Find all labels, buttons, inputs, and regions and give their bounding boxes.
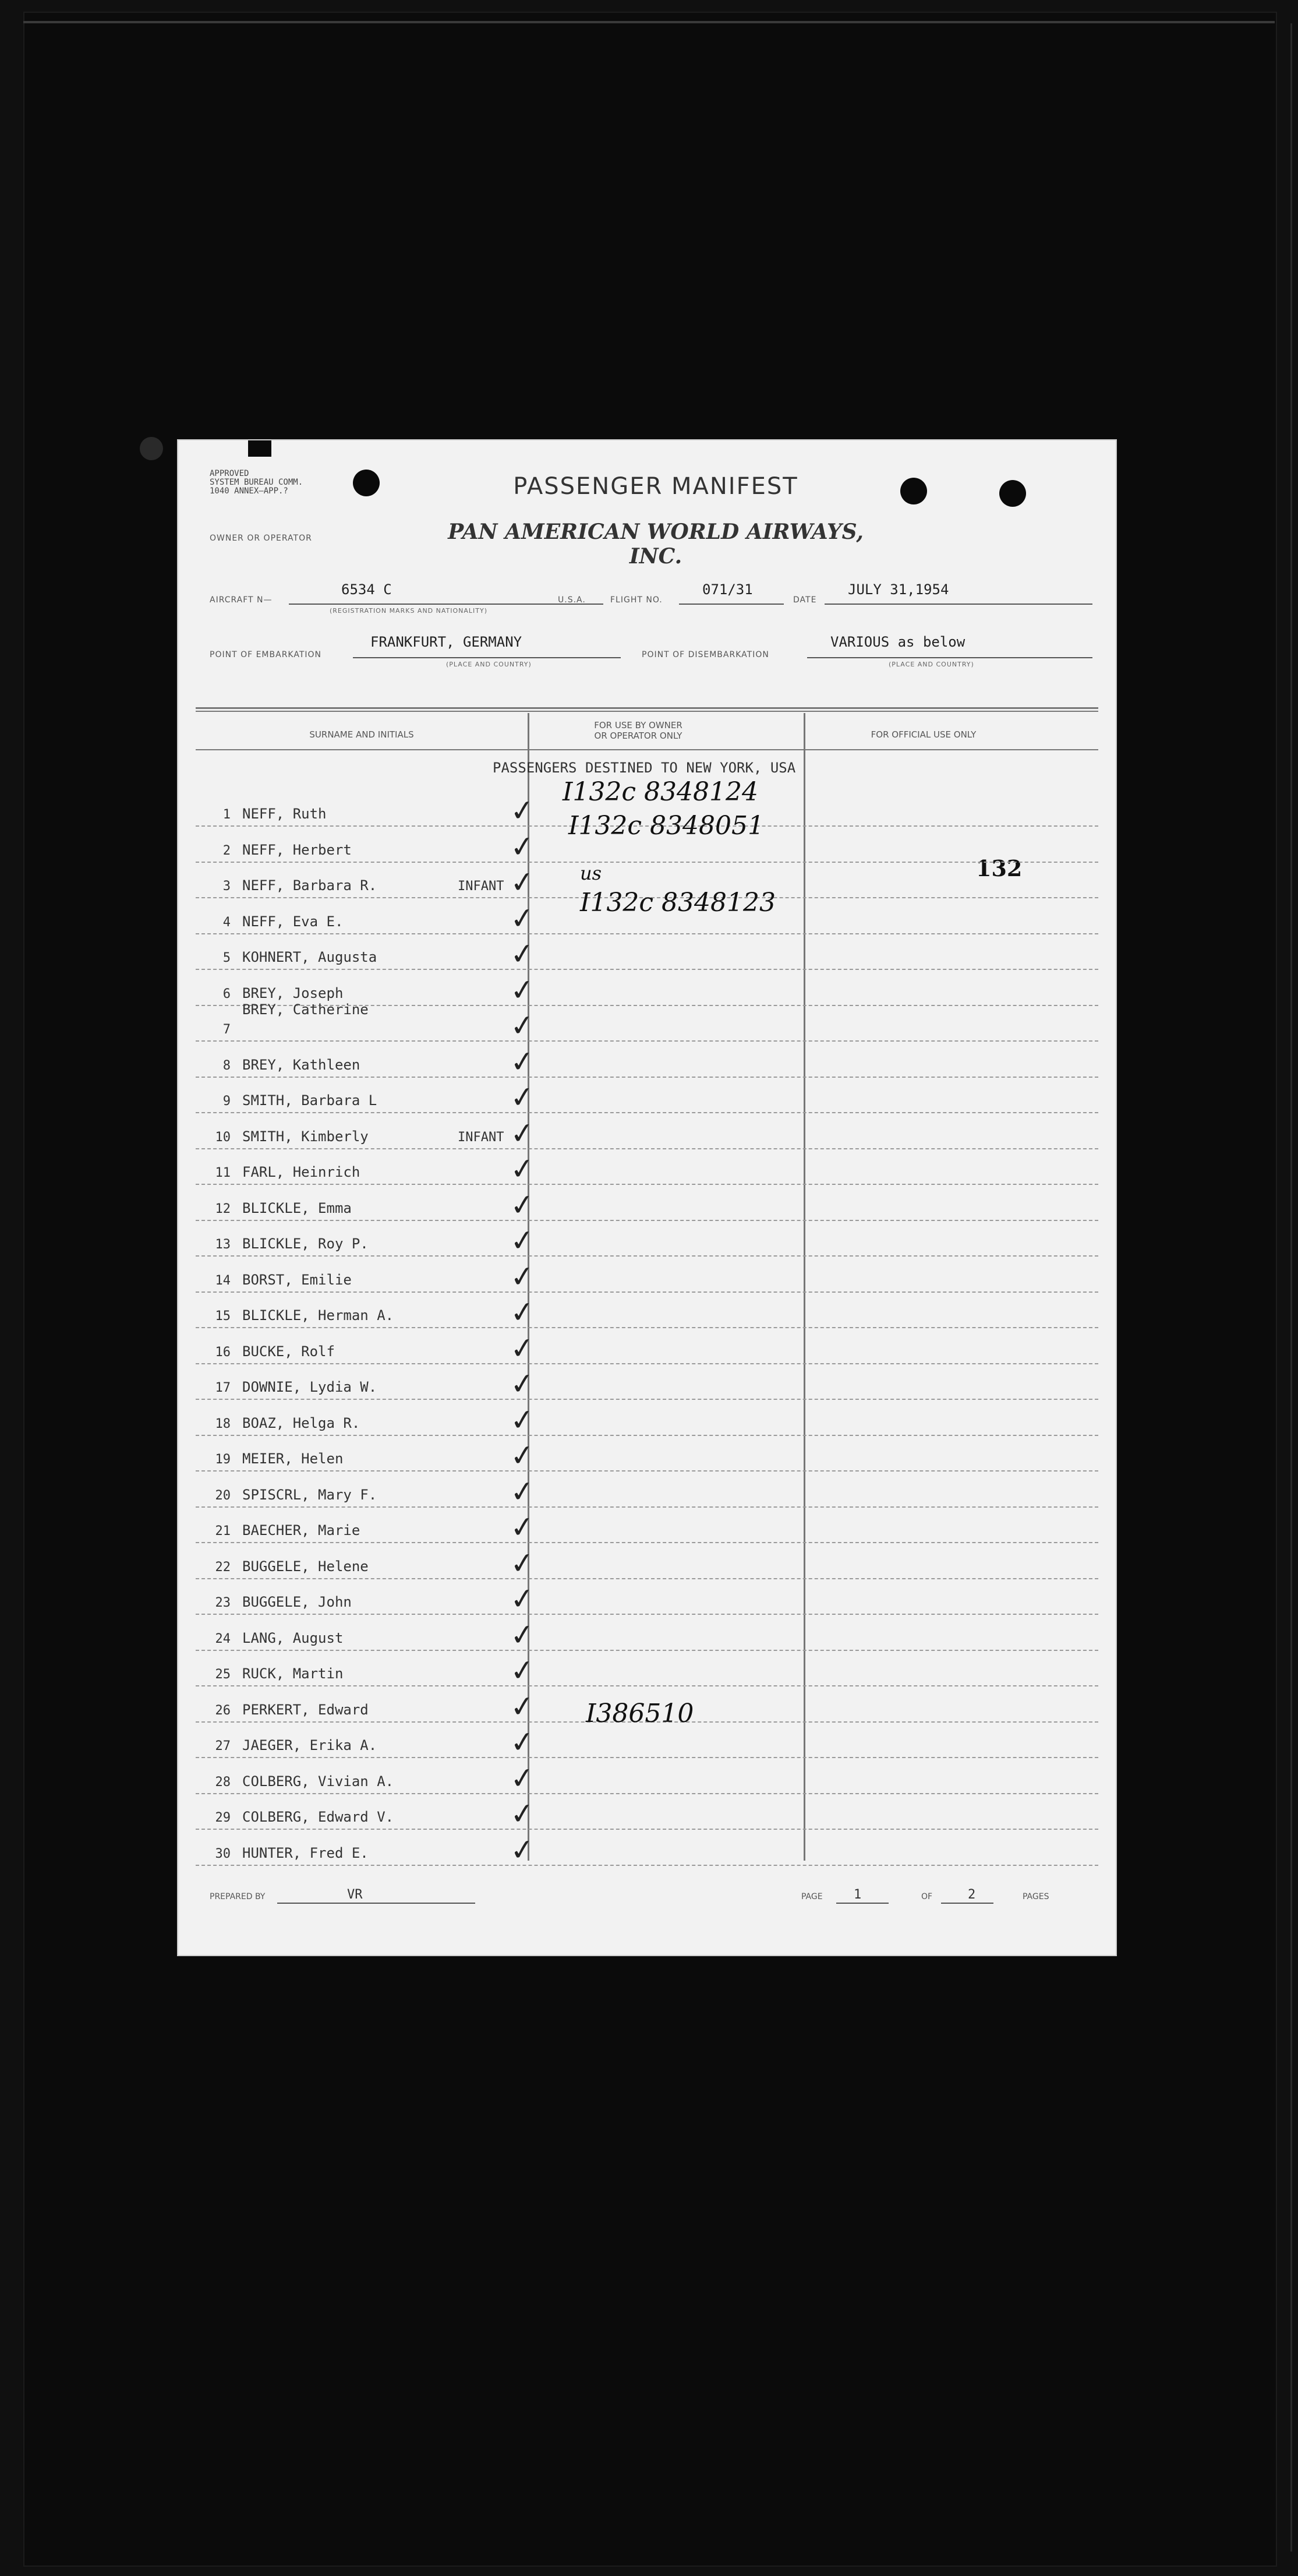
passenger-name: KOHNERT, Augusta — [242, 949, 377, 965]
owner-label: OWNER OR OPERATOR — [210, 534, 312, 543]
check-mark-icon: ✓ — [508, 828, 536, 865]
flight-underline — [679, 604, 784, 605]
check-mark-icon: ✓ — [508, 1043, 536, 1080]
row-number: 27 — [215, 1739, 231, 1753]
aircraft-value: 6534 C — [341, 581, 392, 598]
row-number: 25 — [215, 1667, 231, 1682]
row-number: 7 — [222, 1022, 231, 1037]
handwritten-annotation: I386510 — [586, 1699, 694, 1728]
check-mark-icon: ✓ — [508, 864, 536, 901]
row-number: 18 — [215, 1417, 231, 1431]
passenger-name: MEIER, Helen — [242, 1451, 344, 1467]
row-number: 9 — [222, 1094, 231, 1109]
passenger-name: BAECHER, Marie — [242, 1522, 360, 1538]
passenger-name: BLICKLE, Roy P. — [242, 1236, 369, 1252]
row-number: 28 — [215, 1775, 231, 1790]
manifest-row — [196, 1363, 1098, 1400]
embarkation-value: FRANKFURT, GERMANY — [370, 634, 522, 650]
manifest-row — [196, 1435, 1098, 1472]
check-mark-icon: ✓ — [508, 1007, 536, 1044]
manifest-row — [196, 1148, 1098, 1185]
passenger-name: NEFF, Barbara R. — [242, 877, 377, 894]
passenger-name: FARL, Heinrich — [242, 1164, 360, 1180]
passenger-name: COLBERG, Edward V. — [242, 1809, 394, 1825]
aircraft-underline — [289, 604, 603, 605]
row-number: 8 — [222, 1058, 231, 1073]
row-number: 6 — [222, 987, 231, 1001]
handwritten-annotation: I132c 8348051 — [568, 811, 764, 841]
film-right-edge — [1290, 23, 1292, 2552]
passenger-name: SMITH, Barbara L — [242, 1092, 377, 1109]
passenger-name: SMITH, Kimberly — [242, 1128, 369, 1145]
of-underline — [941, 1903, 993, 1904]
row-number: 3 — [222, 879, 231, 894]
check-mark-icon: ✓ — [508, 1509, 536, 1545]
passenger-name: COLBERG, Vivian A. — [242, 1773, 394, 1790]
row-number: 19 — [215, 1452, 231, 1467]
row-number: 22 — [215, 1560, 231, 1575]
passenger-name: BLICKLE, Herman A. — [242, 1307, 394, 1324]
check-mark-icon: ✓ — [508, 1652, 536, 1689]
film-top-edge — [23, 21, 1275, 23]
check-mark-icon: ✓ — [508, 1473, 536, 1510]
check-mark-icon: ✓ — [508, 1294, 536, 1331]
manifest-row — [196, 1471, 1098, 1508]
check-mark-icon: ✓ — [508, 1187, 536, 1223]
date-value: JULY 31,1954 — [848, 581, 949, 598]
of-label: OF — [921, 1892, 933, 1901]
punch-hole-right-1 — [900, 478, 927, 504]
check-mark-icon: ✓ — [508, 1580, 536, 1617]
row-number: 2 — [222, 844, 231, 858]
row-number: 1 — [222, 807, 231, 822]
manifest-row — [196, 1291, 1098, 1331]
check-mark-icon: ✓ — [508, 1258, 536, 1295]
manifest-row — [196, 1793, 1098, 1830]
approval-note: APPROVED SYSTEM BUREAU COMM. 1040 ANNEX—APP.? — [210, 469, 303, 496]
film-sprocket-hole — [140, 437, 163, 460]
manifest-row — [196, 1113, 1098, 1152]
row-number: 14 — [215, 1273, 231, 1288]
check-mark-icon: ✓ — [508, 1760, 536, 1797]
airline-name: PAN AMERICAN WORLD AIRWAYS, INC. — [448, 520, 864, 569]
manifest-row — [196, 969, 1098, 1018]
passenger-name-secondary: BREY, Catherine — [242, 1001, 369, 1018]
page-label: PAGE — [801, 1892, 823, 1901]
manifest-row — [196, 1399, 1098, 1436]
header-rule-bottom — [196, 749, 1098, 750]
passenger-name: SPISCRL, Mary F. — [242, 1487, 377, 1503]
aircraft-label: AIRCRAFT N— — [210, 595, 273, 605]
manifest-row — [196, 1256, 1098, 1293]
passenger-name: BOAZ, Helga R. — [242, 1415, 360, 1431]
embarkation-label: POINT OF EMBARKATION — [210, 650, 322, 659]
of-value: 2 — [968, 1887, 976, 1902]
manifest-row — [196, 1614, 1098, 1651]
row-number: 4 — [222, 915, 231, 930]
passenger-note: INFANT — [458, 1130, 504, 1145]
row-number: 24 — [215, 1632, 231, 1646]
row-number: 15 — [215, 1309, 231, 1324]
passenger-name: BORST, Emilie — [242, 1272, 352, 1288]
check-mark-icon: ✓ — [508, 792, 536, 829]
manifest-row — [196, 933, 1098, 970]
passenger-name: BREY, Joseph — [242, 985, 344, 1001]
manifest-row — [196, 1077, 1098, 1116]
row-number: 20 — [215, 1488, 231, 1503]
disembarkation-sublabel: (PLACE AND COUNTRY) — [889, 661, 974, 668]
page-underline — [836, 1903, 889, 1904]
check-mark-icon: ✓ — [508, 1365, 536, 1402]
disembarkation-underline — [807, 657, 1092, 658]
flight-value: 071/31 — [702, 581, 753, 598]
owner-column-header: FOR USE BY OWNER OR OPERATOR ONLY — [594, 720, 682, 741]
manifest-row — [196, 1543, 1098, 1582]
prepared-by-underline — [277, 1903, 475, 1904]
disembarkation-value: VARIOUS as below — [830, 634, 965, 650]
passenger-name: LANG, August — [242, 1630, 344, 1646]
embarkation-sublabel: (PLACE AND COUNTRY) — [446, 661, 532, 668]
check-mark-icon: ✓ — [508, 1795, 536, 1832]
stamp-number: 132 — [976, 855, 1023, 881]
usa-label: U.S.A. — [558, 595, 586, 605]
row-number: 17 — [215, 1381, 231, 1395]
check-mark-icon: ✓ — [508, 936, 536, 972]
passenger-name: JAEGER, Erika A. — [242, 1737, 377, 1753]
staple-mark — [248, 440, 271, 457]
manifest-row — [196, 1328, 1098, 1367]
row-number: 5 — [222, 951, 231, 965]
passenger-name: RUCK, Martin — [242, 1665, 344, 1682]
header-rule-top — [196, 707, 1098, 709]
check-mark-icon: ✓ — [508, 1545, 536, 1582]
row-number: 29 — [215, 1811, 231, 1825]
passenger-name: BUGGELE, John — [242, 1594, 352, 1610]
manifest-title: PASSENGER MANIFEST — [513, 473, 798, 500]
prepared-by-value: VR — [347, 1887, 363, 1902]
manifest-row — [196, 1758, 1098, 1797]
destination-heading: PASSENGERS DESTINED TO NEW YORK, USA — [493, 760, 796, 776]
passenger-name: PERKERT, Edward — [242, 1702, 369, 1718]
handwritten-annotation: I132c 8348124 — [563, 777, 758, 807]
passenger-name: NEFF, Herbert — [242, 842, 352, 858]
check-mark-icon: ✓ — [508, 1832, 536, 1868]
check-mark-icon: ✓ — [508, 1724, 536, 1760]
manifest-row — [196, 1005, 1098, 1042]
disembarkation-label: POINT OF DISEMBARKATION — [642, 650, 769, 659]
passenger-name: HUNTER, Fred E. — [242, 1845, 369, 1861]
manifest-row — [196, 1578, 1098, 1615]
date-label: DATE — [793, 595, 817, 605]
row-number: 23 — [215, 1596, 231, 1610]
row-number: 11 — [215, 1166, 231, 1180]
check-mark-icon: ✓ — [508, 1222, 536, 1259]
passenger-name: DOWNIE, Lydia W. — [242, 1379, 377, 1395]
punch-hole-right-2 — [999, 480, 1026, 507]
row-number: 13 — [215, 1237, 231, 1252]
row-number: 30 — [215, 1847, 231, 1861]
page-value: 1 — [854, 1887, 862, 1902]
check-mark-icon: ✓ — [508, 1688, 536, 1725]
passenger-note: INFANT — [458, 879, 504, 894]
passenger-name: BREY, Kathleen — [242, 1057, 360, 1073]
manifest-row — [196, 1184, 1098, 1221]
header-rule-top-2 — [196, 711, 1098, 712]
official-column-header: FOR OFFICIAL USE ONLY — [871, 729, 977, 740]
manifest-row — [196, 1506, 1098, 1543]
handwritten-annotation: us — [580, 862, 602, 884]
row-number: 10 — [215, 1130, 231, 1145]
flight-label: FLIGHT NO. — [610, 595, 663, 605]
manifest-row — [196, 1220, 1098, 1257]
passenger-name: NEFF, Eva E. — [242, 913, 344, 930]
row-number: 12 — [215, 1202, 231, 1216]
date-underline — [825, 604, 1092, 605]
punch-hole-left — [353, 470, 380, 496]
check-mark-icon: ✓ — [508, 1079, 536, 1116]
check-mark-icon: ✓ — [508, 972, 536, 1008]
pages-label: PAGES — [1023, 1892, 1049, 1901]
passenger-name: BUCKE, Rolf — [242, 1343, 335, 1360]
row-number: 16 — [215, 1345, 231, 1360]
manifest-sheet — [178, 440, 1116, 1955]
check-mark-icon: ✓ — [508, 1115, 536, 1152]
check-mark-icon: ✓ — [508, 1151, 536, 1187]
surname-column-header: SURNAME AND INITIALS — [309, 729, 414, 740]
row-number: 26 — [215, 1703, 231, 1718]
row-number: 21 — [215, 1524, 231, 1538]
manifest-row — [196, 1650, 1098, 1689]
passenger-name: BLICKLE, Emma — [242, 1200, 352, 1216]
handwritten-annotation: I132c 8348123 — [580, 888, 776, 918]
manifest-row — [196, 1041, 1098, 1078]
check-mark-icon: ✓ — [508, 1330, 536, 1367]
embarkation-underline — [353, 657, 621, 658]
aircraft-sublabel: (REGISTRATION MARKS AND NATIONALITY) — [330, 607, 488, 615]
check-mark-icon: ✓ — [508, 1617, 536, 1653]
prepared-by-label: PREPARED BY — [210, 1892, 266, 1901]
passenger-name: BUGGELE, Helene — [242, 1558, 369, 1575]
passenger-name: NEFF, Ruth — [242, 806, 327, 822]
manifest-row — [196, 1829, 1098, 1866]
check-mark-icon: ✓ — [508, 1437, 536, 1474]
check-mark-icon: ✓ — [508, 1402, 536, 1438]
check-mark-icon: ✓ — [508, 900, 536, 937]
